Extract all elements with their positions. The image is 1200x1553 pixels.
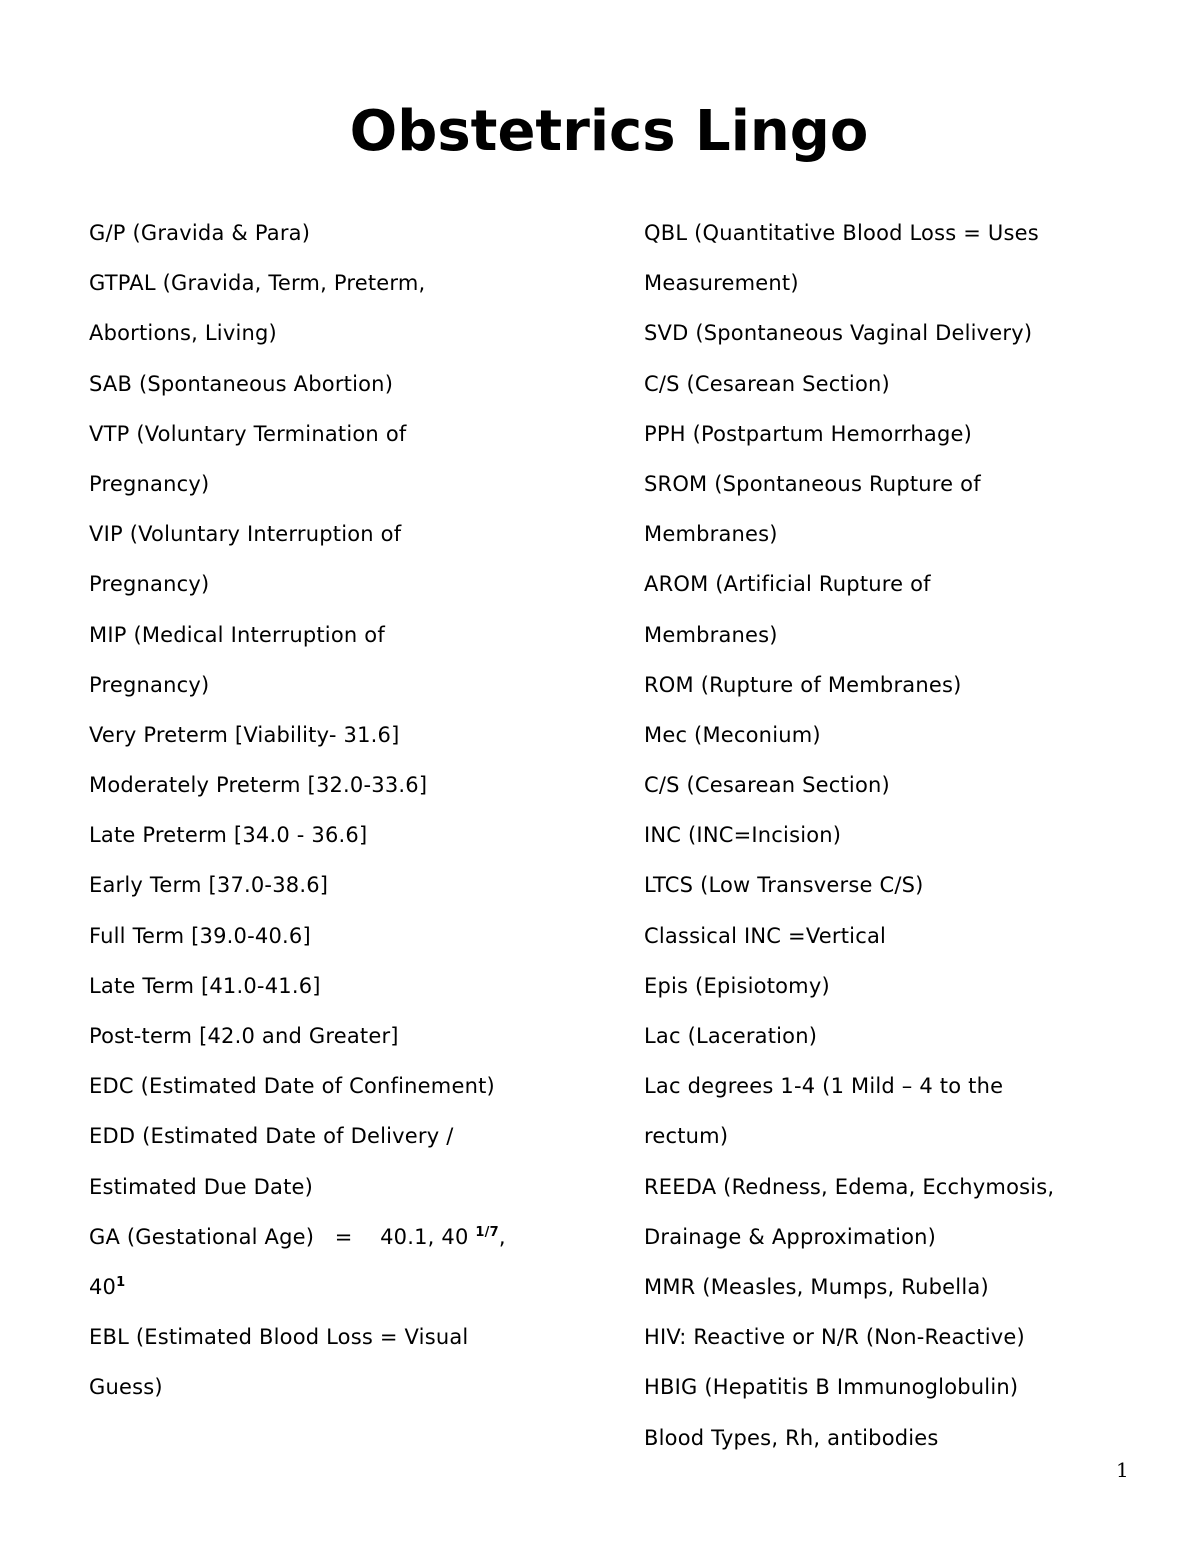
term-line: Pregnancy) bbox=[89, 471, 210, 496]
gestational-age-line-2 bbox=[89, 1262, 609, 1312]
left-column bbox=[89, 208, 609, 1413]
term-line: Pregnancy) bbox=[89, 572, 210, 597]
term-line: SVD (Spontaneous Vaginal Delivery) bbox=[644, 321, 1033, 346]
term-line: SROM (Spontaneous Rupture of bbox=[644, 471, 981, 496]
term-line: VIP (Voluntary Interruption of bbox=[89, 522, 402, 547]
term-line: Mec (Meconium) bbox=[644, 722, 821, 747]
term-line: EDC (Estimated Date of Confinement) bbox=[89, 1074, 495, 1099]
term-line: Measurement) bbox=[644, 271, 799, 296]
term-line: Drainage & Approximation) bbox=[644, 1224, 937, 1249]
term-line: Post-term [42.0 and Greater] bbox=[89, 1024, 399, 1048]
term-line: Membranes) bbox=[644, 522, 778, 547]
term-line: Early Term [37.0-38.6] bbox=[89, 873, 329, 898]
term-line: Moderately Preterm [32.0-33.6] bbox=[89, 773, 428, 798]
term-line: HBIG (Hepatitis B Immunoglobulin) bbox=[644, 1375, 1019, 1400]
ga-text-2: 40 bbox=[89, 1274, 117, 1299]
page-number: 1 bbox=[1116, 1458, 1129, 1482]
term-line: HIV: Reactive or N/R (Non-Reactive) bbox=[644, 1325, 1025, 1350]
ga-text: GA (Gestational Age) = 40.1, 40 bbox=[89, 1224, 476, 1249]
term-line: Late Preterm [34.0 - 36.6] bbox=[89, 823, 368, 848]
term-line: SAB (Spontaneous Abortion) bbox=[89, 371, 394, 396]
right-column bbox=[644, 208, 1144, 1463]
term-line: Guess) bbox=[89, 1375, 163, 1400]
ga-superscript-2: 1 bbox=[116, 1274, 126, 1290]
term-line: Blood Types, Rh, antibodies bbox=[644, 1425, 939, 1450]
term-line: Estimated Due Date) bbox=[89, 1174, 314, 1199]
term-line: Membranes) bbox=[644, 622, 778, 647]
term-line: MMR (Measles, Mumps, Rubella) bbox=[644, 1274, 989, 1299]
term-line: Late Term [41.0-41.6] bbox=[89, 973, 321, 998]
term-line: EBL (Estimated Blood Loss = Visual bbox=[89, 1325, 469, 1350]
term-line: QBL (Quantitative Blood Loss = Uses bbox=[644, 221, 1039, 245]
term-line: MIP (Medical Interruption of bbox=[89, 622, 385, 647]
term-line: Epis (Episiotomy) bbox=[644, 973, 830, 998]
term-line: Full Term [39.0-40.6] bbox=[89, 923, 311, 948]
gestational-age-line bbox=[89, 1212, 609, 1262]
term-line: rectum) bbox=[644, 1124, 729, 1149]
term-line: PPH (Postpartum Hemorrhage) bbox=[644, 421, 972, 446]
term-line: Classical INC =Vertical bbox=[644, 923, 887, 948]
term-line: EDD (Estimated Date of Delivery / bbox=[89, 1124, 454, 1149]
term-line: VTP (Voluntary Termination of bbox=[89, 421, 407, 446]
term-line: REEDA (Redness, Edema, Ecchymosis, bbox=[644, 1174, 1055, 1199]
term-line: C/S (Cesarean Section) bbox=[644, 371, 890, 396]
term-line: G/P (Gravida & Para) bbox=[89, 221, 311, 245]
term-line: C/S (Cesarean Section) bbox=[644, 773, 890, 798]
ga-superscript: 1/7 bbox=[475, 1224, 499, 1240]
term-line: Lac degrees 1-4 (1 Mild – 4 to the bbox=[644, 1074, 1004, 1099]
term-line: AROM (Artificial Rupture of bbox=[644, 572, 931, 597]
term-line: LTCS (Low Transverse C/S) bbox=[644, 873, 924, 898]
term-line: GTPAL (Gravida, Term, Preterm, bbox=[89, 271, 426, 296]
term-line: INC (INC=Incision) bbox=[644, 823, 842, 848]
term-line: ROM (Rupture of Membranes) bbox=[644, 672, 962, 697]
term-line: Abortions, Living) bbox=[89, 321, 277, 346]
ga-comma: , bbox=[498, 1224, 506, 1249]
term-line: Lac (Laceration) bbox=[644, 1024, 818, 1048]
term-line: Very Preterm [Viability- 31.6] bbox=[89, 722, 400, 747]
page-title: Obstetrics Lingo bbox=[349, 99, 869, 164]
term-line: Pregnancy) bbox=[89, 672, 210, 697]
